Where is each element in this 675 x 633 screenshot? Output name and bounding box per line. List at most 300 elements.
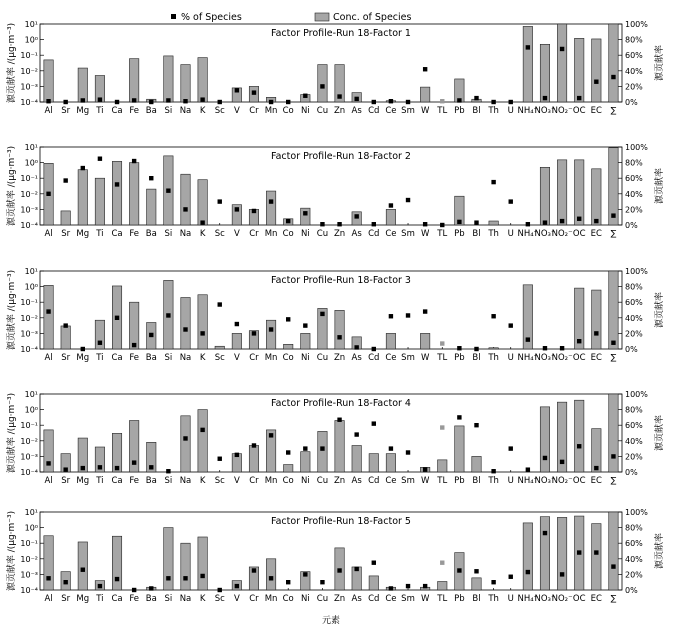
x-axis-label: 元素	[321, 616, 341, 626]
right-tick-label: 100%	[625, 143, 648, 152]
x-tick-label: Pb	[454, 229, 465, 239]
right-tick-label: 100%	[625, 267, 648, 276]
conc-bar	[318, 65, 327, 102]
right-tick-label: 40%	[625, 189, 643, 199]
right-tick-label: 40%	[625, 66, 643, 76]
conc-bar	[592, 524, 601, 590]
x-tick-label: Th	[488, 229, 499, 239]
percent-point	[149, 333, 153, 337]
x-tick-label: NH₄⁺	[517, 106, 539, 116]
percent-point	[474, 423, 478, 427]
percent-point	[423, 584, 427, 588]
percent-point	[577, 217, 581, 221]
x-tick-label: Bl	[472, 594, 481, 604]
percent-point	[389, 586, 393, 590]
x-tick-label: Cu	[316, 353, 329, 363]
x-tick-label: Ca	[111, 106, 123, 116]
left-tick-label: 10⁰	[24, 282, 38, 292]
x-tick-label: TL	[437, 594, 448, 604]
conc-bar	[420, 333, 429, 349]
x-tick-label: NO₂⁻	[551, 353, 573, 363]
x-tick-label: Sm	[401, 594, 415, 604]
percent-point	[218, 100, 222, 104]
x-tick-label: Th	[488, 594, 499, 604]
percent-point	[320, 222, 324, 226]
percent-point	[81, 466, 85, 470]
x-tick-label: NH₄⁺	[517, 353, 539, 363]
x-tick-label: Ce	[385, 106, 397, 116]
percent-point	[303, 211, 307, 215]
percent-point	[440, 99, 444, 103]
conc-bar	[574, 38, 583, 102]
x-tick-label: EC	[590, 476, 602, 486]
percent-point	[440, 561, 444, 565]
x-tick-label: Pb	[454, 476, 465, 486]
percent-point	[526, 45, 530, 49]
percent-point	[543, 531, 547, 535]
percent-point	[611, 341, 615, 345]
conc-bar	[557, 160, 566, 225]
percent-point	[440, 223, 444, 227]
x-tick-label: Ti	[96, 476, 104, 486]
percent-point	[337, 335, 341, 339]
percent-point	[218, 457, 222, 461]
percent-point	[594, 219, 598, 223]
x-tick-label: Sm	[401, 476, 415, 486]
percent-point	[183, 99, 187, 103]
percent-point	[509, 199, 513, 203]
x-tick-label: OC	[572, 229, 586, 239]
percent-point	[423, 309, 427, 313]
x-tick-label: Ca	[111, 476, 123, 486]
x-tick-label: Co	[282, 229, 294, 239]
conc-bar	[78, 542, 87, 590]
x-tick-label: Ba	[145, 229, 157, 239]
percent-point	[491, 100, 495, 104]
x-tick-label: Cr	[249, 353, 259, 363]
percent-point	[543, 456, 547, 460]
percent-point	[354, 97, 358, 101]
x-tick-label: As	[351, 106, 362, 116]
x-tick-label: Ce	[385, 353, 397, 363]
x-tick-label: ∑	[610, 106, 617, 116]
percent-point	[115, 100, 119, 104]
x-tick-label: Ni	[300, 476, 310, 486]
x-tick-label: Na	[179, 353, 192, 363]
percent-point	[372, 561, 376, 565]
x-tick-label: Ce	[385, 594, 397, 604]
percent-point	[63, 178, 67, 182]
percent-point	[560, 47, 564, 51]
conc-bar	[386, 454, 395, 472]
percent-point	[149, 586, 153, 590]
percent-point	[166, 188, 170, 192]
percent-point	[98, 97, 102, 101]
x-tick-label: TL	[437, 353, 448, 363]
x-tick-label: Ba	[145, 476, 157, 486]
x-tick-label: Al	[44, 353, 53, 363]
y-axis-label-left: 源贡献率 /(μg·m⁻³)	[7, 145, 17, 227]
percent-point	[149, 176, 153, 180]
right-tick-label: 20%	[625, 452, 643, 462]
x-tick-label: Sc	[214, 353, 225, 363]
percent-point	[218, 302, 222, 306]
percent-point	[509, 323, 513, 327]
left-tick-label: 10⁻⁴	[20, 345, 38, 354]
conc-bar	[44, 285, 53, 349]
x-tick-label: Fe	[129, 594, 139, 604]
percent-point	[594, 466, 598, 470]
percent-point	[46, 461, 50, 465]
conc-bar	[181, 416, 190, 472]
x-tick-label: Si	[164, 106, 173, 116]
panel-title: Factor Profile-Run 18-Factor 5	[271, 516, 411, 527]
conc-bar	[592, 39, 601, 102]
x-tick-label: EC	[590, 353, 602, 363]
y-axis-label-right: 源贡献率	[655, 414, 665, 452]
left-tick-label: 10⁻³	[20, 329, 38, 339]
x-tick-label: As	[351, 594, 362, 604]
percent-point	[235, 88, 239, 92]
conc-bar	[318, 431, 327, 472]
x-tick-label: V	[233, 594, 240, 604]
conc-bar	[301, 208, 310, 225]
conc-bar	[455, 426, 464, 472]
left-tick-label: 10⁰	[24, 158, 38, 168]
left-tick-label: 10⁻¹	[20, 298, 38, 308]
x-tick-label: ∑	[610, 476, 617, 486]
percent-point	[372, 100, 376, 104]
conc-bar	[609, 24, 618, 102]
percent-point	[354, 567, 358, 571]
percent-point	[132, 460, 136, 464]
x-tick-label: Si	[164, 476, 173, 486]
percent-point	[474, 96, 478, 100]
right-tick-label: 20%	[625, 205, 643, 215]
conc-bar	[540, 167, 549, 225]
conc-bar	[352, 445, 361, 472]
percent-point	[611, 213, 615, 217]
left-tick-label: 10⁻³	[20, 452, 38, 462]
x-tick-label: Al	[44, 229, 53, 239]
x-tick-label: Th	[488, 353, 499, 363]
percent-point	[286, 100, 290, 104]
right-tick-label: 0%	[625, 345, 638, 354]
percent-point	[320, 312, 324, 316]
percent-point	[166, 313, 170, 317]
percent-point	[423, 67, 427, 71]
percent-point	[63, 100, 67, 104]
x-tick-label: OC	[572, 594, 586, 604]
conc-bar	[198, 180, 207, 225]
conc-bar	[232, 333, 241, 349]
conc-bar	[574, 160, 583, 225]
conc-bar	[369, 454, 378, 472]
percent-point	[303, 94, 307, 98]
left-tick-label: 10⁻³	[20, 82, 38, 92]
x-tick-label: Cd	[368, 106, 380, 116]
x-tick-label: Pb	[454, 353, 465, 363]
percent-point	[543, 346, 547, 350]
x-tick-label: NO₂⁻	[551, 476, 573, 486]
left-tick-label: 10⁻⁴	[20, 468, 38, 477]
x-tick-label: K	[199, 229, 206, 239]
percent-point	[440, 341, 444, 345]
x-tick-label: Cd	[368, 353, 380, 363]
x-tick-label: Mg	[76, 476, 90, 486]
x-tick-label: As	[351, 353, 362, 363]
x-tick-label: Ti	[96, 229, 104, 239]
x-tick-label: Cd	[368, 594, 380, 604]
conc-bar	[386, 209, 395, 225]
percent-point	[440, 425, 444, 429]
percent-point	[406, 584, 410, 588]
x-tick-label: Bl	[472, 353, 481, 363]
y-axis-label-right: 源贡献率	[655, 44, 665, 82]
x-tick-label: Co	[282, 106, 294, 116]
conc-bar	[129, 302, 138, 349]
percent-point	[491, 580, 495, 584]
x-tick-label: W	[420, 106, 430, 116]
x-tick-label: Fe	[129, 106, 139, 116]
right-tick-label: 80%	[625, 405, 643, 415]
x-tick-label: Cr	[249, 229, 259, 239]
left-tick-label: 10⁰	[24, 523, 38, 533]
percent-point	[200, 428, 204, 432]
percent-point	[235, 322, 239, 326]
conc-bar	[489, 348, 498, 349]
right-tick-label: 20%	[625, 82, 643, 92]
x-tick-label: EC	[590, 229, 602, 239]
x-tick-label: Mg	[76, 353, 90, 363]
left-tick-label: 10¹	[24, 508, 38, 517]
x-tick-label: V	[233, 106, 240, 116]
conc-bar	[592, 290, 601, 349]
percent-point	[594, 550, 598, 554]
percent-point	[166, 469, 170, 473]
x-tick-label: U	[507, 476, 514, 486]
legend-label-percent: % of Species	[181, 12, 242, 23]
x-tick-label: Ca	[111, 594, 123, 604]
percent-point	[81, 166, 85, 170]
percent-point	[509, 575, 513, 579]
percent-point	[98, 465, 102, 469]
conc-bar	[369, 576, 378, 590]
right-tick-label: 0%	[625, 221, 638, 230]
conc-bar	[557, 517, 566, 590]
percent-point	[526, 337, 530, 341]
left-tick-label: 10⁻²	[20, 313, 38, 323]
conc-bar	[609, 512, 618, 590]
x-tick-label: Si	[164, 353, 173, 363]
y-axis-label-left: 源贡献率 /(μg·m⁻³)	[7, 22, 17, 104]
percent-point	[509, 446, 513, 450]
percent-point	[491, 314, 495, 318]
x-tick-label: Sr	[61, 229, 71, 239]
left-tick-label: 10¹	[24, 267, 38, 276]
conc-bar	[112, 161, 121, 225]
conc-bar	[540, 517, 549, 590]
x-tick-label: As	[351, 229, 362, 239]
x-tick-label: EC	[590, 594, 602, 604]
right-tick-label: 80%	[625, 158, 643, 168]
percent-point	[252, 331, 256, 335]
x-tick-label: EC	[590, 106, 602, 116]
left-tick-label: 10⁻¹	[20, 421, 38, 431]
x-tick-label: Si	[164, 229, 173, 239]
x-tick-label: Ba	[145, 353, 157, 363]
right-tick-label: 20%	[625, 329, 643, 339]
right-tick-label: 80%	[625, 282, 643, 292]
percent-point	[269, 100, 273, 104]
conc-bar	[266, 191, 275, 225]
x-tick-label: Cr	[249, 476, 259, 486]
x-tick-label: Th	[488, 476, 499, 486]
percent-point	[286, 450, 290, 454]
conc-bar	[215, 346, 224, 349]
conc-bar	[472, 456, 481, 472]
left-tick-label: 10¹	[24, 143, 38, 152]
percent-point	[354, 432, 358, 436]
conc-bar	[301, 452, 310, 472]
x-tick-label: Bl	[472, 476, 481, 486]
y-axis-label-right: 源贡献率	[655, 532, 665, 570]
percent-point	[320, 446, 324, 450]
percent-point	[526, 570, 530, 574]
percent-point	[63, 580, 67, 584]
percent-point	[115, 577, 119, 581]
x-tick-label: Ti	[96, 106, 104, 116]
percent-point	[200, 574, 204, 578]
x-tick-label: Cu	[316, 106, 329, 116]
percent-point	[389, 203, 393, 207]
right-tick-label: 100%	[625, 20, 648, 29]
percent-point	[457, 415, 461, 419]
conc-bar	[129, 59, 138, 102]
left-tick-label: 10⁻¹	[20, 51, 38, 61]
x-tick-label: Sc	[214, 106, 225, 116]
right-tick-label: 20%	[625, 570, 643, 580]
x-tick-label: Ti	[96, 353, 104, 363]
x-tick-label: Ba	[145, 106, 157, 116]
conc-bar	[592, 429, 601, 472]
x-tick-label: Co	[282, 594, 294, 604]
conc-bar	[181, 543, 190, 590]
left-tick-label: 10⁰	[24, 35, 38, 45]
x-tick-label: Ba	[145, 594, 157, 604]
x-tick-label: V	[233, 353, 240, 363]
percent-point	[81, 568, 85, 572]
x-tick-label: Co	[282, 476, 294, 486]
x-tick-label: W	[420, 353, 430, 363]
x-tick-label: Zn	[333, 476, 346, 486]
percent-point	[132, 588, 136, 592]
percent-point	[491, 180, 495, 184]
percent-point	[200, 331, 204, 335]
x-tick-label: Zn	[333, 594, 346, 604]
percent-point	[337, 222, 341, 226]
x-tick-label: ∑	[610, 594, 617, 604]
right-tick-label: 0%	[625, 98, 638, 107]
x-tick-label: NO₃⁻	[534, 229, 556, 239]
conc-bar	[112, 536, 121, 590]
x-tick-label: NO₂⁻	[551, 229, 573, 239]
left-tick-label: 10⁻¹	[20, 539, 38, 549]
x-tick-label: Pb	[454, 106, 465, 116]
right-tick-label: 60%	[625, 174, 643, 184]
x-tick-label: Mn	[264, 106, 278, 116]
conc-bar	[489, 221, 498, 225]
percent-point	[457, 568, 461, 572]
conc-bar	[61, 211, 70, 225]
percent-point	[269, 433, 273, 437]
percent-point	[509, 100, 513, 104]
y-axis-label-left: 源贡献率 /(μg·m⁻³)	[7, 510, 17, 592]
conc-bar	[609, 271, 618, 349]
x-tick-label: Ca	[111, 229, 123, 239]
conc-bar	[557, 24, 566, 102]
x-tick-label: OC	[572, 353, 586, 363]
x-tick-label: Cd	[368, 229, 380, 239]
left-tick-label: 10⁻²	[20, 436, 38, 446]
percent-point	[303, 446, 307, 450]
x-tick-label: NH₄⁺	[517, 229, 539, 239]
percent-point	[252, 568, 256, 572]
x-tick-label: Fe	[129, 476, 139, 486]
conc-bar	[266, 559, 275, 590]
percent-point	[372, 421, 376, 425]
percent-point	[320, 580, 324, 584]
left-tick-label: 10⁻⁴	[20, 98, 38, 107]
x-tick-label: Ni	[300, 229, 310, 239]
percent-point	[389, 314, 393, 318]
left-tick-label: 10¹	[24, 390, 38, 399]
percent-point	[46, 576, 50, 580]
percent-point	[560, 219, 564, 223]
percent-point	[354, 345, 358, 349]
x-tick-label: ∑	[610, 229, 617, 239]
percent-point	[560, 572, 564, 576]
percent-point	[594, 331, 598, 335]
x-tick-label: Th	[488, 106, 499, 116]
conc-bar	[438, 460, 447, 472]
percent-point	[269, 576, 273, 580]
percent-point	[252, 209, 256, 213]
percent-point	[457, 98, 461, 102]
right-tick-label: 0%	[625, 586, 638, 595]
percent-point	[63, 467, 67, 471]
left-tick-label: 10⁻⁴	[20, 586, 38, 595]
percent-point	[183, 576, 187, 580]
x-tick-label: Mg	[76, 229, 90, 239]
percent-point	[611, 75, 615, 79]
legend-swatch-conc	[315, 13, 329, 21]
x-tick-label: Zn	[333, 353, 346, 363]
percent-point	[611, 564, 615, 568]
left-tick-label: 10⁻²	[20, 189, 38, 199]
left-tick-label: 10⁻⁴	[20, 221, 38, 230]
percent-point	[235, 453, 239, 457]
percent-point	[218, 588, 222, 592]
x-tick-label: W	[420, 476, 430, 486]
x-tick-label: Ti	[96, 594, 104, 604]
percent-point	[577, 339, 581, 343]
panel-title: Factor Profile-Run 18-Factor 4	[271, 398, 411, 409]
percent-point	[337, 568, 341, 572]
conc-bar	[44, 430, 53, 472]
percent-point	[320, 84, 324, 88]
panel-title: Factor Profile-Run 18-Factor 2	[271, 151, 411, 162]
